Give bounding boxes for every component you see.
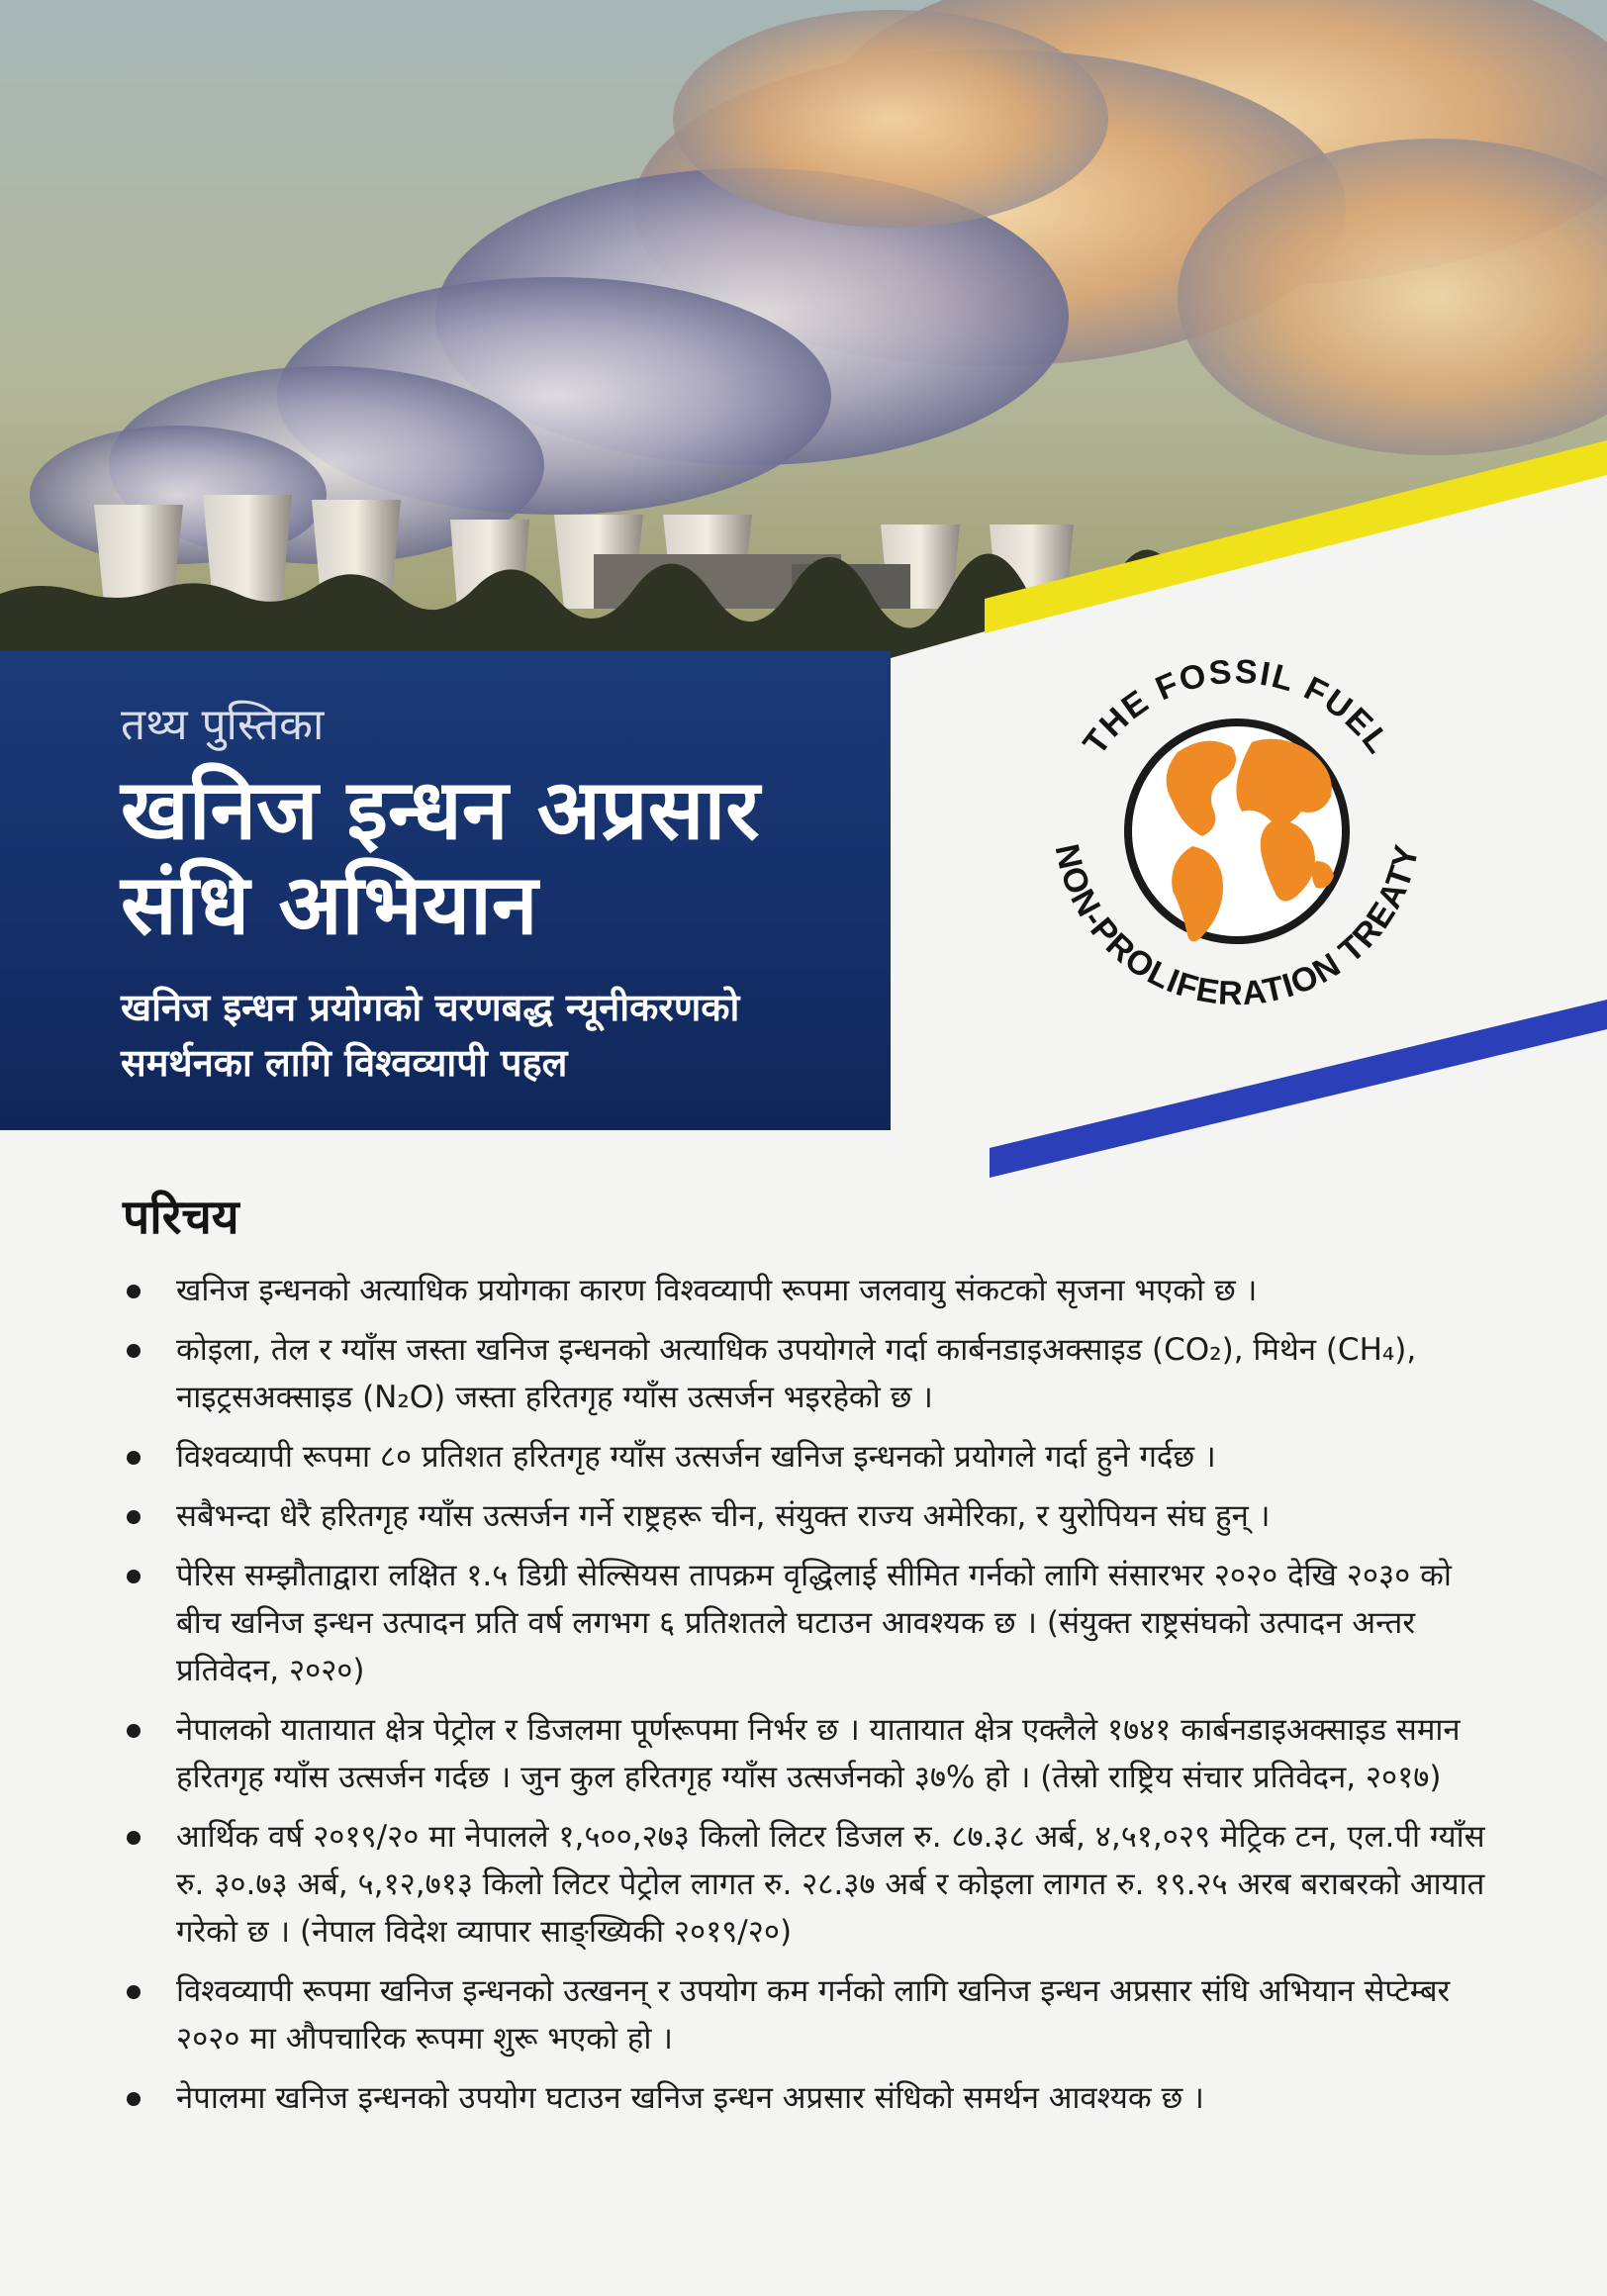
bullet-icon [127, 1285, 141, 1298]
subtitle-line-1: खनिज इन्धन प्रयोगको चरणबद्ध न्यूनीकरणको [121, 986, 740, 1029]
bullet-icon [127, 1510, 141, 1524]
booklet-kicker: तथ्य पुस्तिका [121, 700, 325, 750]
bullet-text: सबैभन्दा धेरै हरितगृह ग्याँस उत्सर्जन गर्ने राष्ट्रहरू चीन, संयुक्त राज्य अमेरिका, र युरोपियन संघ हुन् । [176, 1498, 1271, 1534]
intro-heading: परिचय [123, 1190, 239, 1245]
list-item [123, 1326, 1488, 1421]
bullet-text: विश्वव्यापी रूपमा खनिज इन्धनको उत्खनन् र उपयोग कम गर्नको लागि खनिज इन्धन अप्रसार संधि अभियान सेप्टेम्बर २०२० मा औपचारिक रूपमा शुरू भएको हो । [176, 1973, 1451, 2057]
list-item [123, 1813, 1488, 1956]
bullet-text: आर्थिक वर्ष २०१९/२० मा नेपालले १,५००,२७३ किलो लिटर डिजल रु. ८७.३८ अर्ब, ४,५१,०२९ मेट्रिक टन, एल.पी ग्याँस रु. ३०.७३ अर्ब, ५,१२,७१३ किलो लिटर पेट्रोल लागत रु. २८.३७ अर्ब र कोइला लागत रु. १९.२५ अरब बराबरको आयात गरेको छ । (नेपाल विदेश व्यापार साङ्ख्यिकी २०१९/२०) [176, 1819, 1485, 1950]
bullet-icon [127, 1570, 141, 1583]
logo-bottom-text: NON-PROLIFERATION TREATY [1047, 840, 1427, 1013]
bullet-text: पेरिस सम्झौताद्वारा लक्षित १.५ डिग्री सेल्सियस तापक्रम वृद्धिलाई सीमित गर्नको लागि संसारभर २०२० देखि २०३० को बीच खनिज इन्धन उत्पादन प्रति वर्ष लगभग ६ प्रतिशतले घटाउन आवश्यक छ । (संयुक्त राष्ट्रसंघको उत्पादन अन्तर प्रतिवेदन, २०२०) [176, 1558, 1452, 1688]
list-item [123, 1267, 1488, 1314]
treaty-logo [1029, 633, 1445, 1029]
bullet-icon [127, 1451, 141, 1465]
subtitle-line-2: समर्थनका लागि विश्वव्यापी पहल [121, 1041, 568, 1085]
page-subtitle [121, 980, 873, 1091]
bullet-icon [127, 2092, 141, 2106]
title-line-1: खनिज इन्धन अप्रसार [121, 761, 760, 858]
list-item [123, 1492, 1488, 1540]
list-item [123, 1706, 1488, 1801]
globe-icon [1128, 722, 1346, 941]
bullet-icon [127, 1831, 141, 1845]
bullet-text: नेपालको यातायात क्षेत्र पेट्रोल र डिजलमा पूर्णरूपमा निर्भर छ । यातायात क्षेत्र एक्लैले १७४१ कार्बनडाइअक्साइड समान हरितगृह ग्याँस उत्सर्जन गर्दछ । जुन कुल हरितगृह ग्याँस उत्सर्जनको ३७% हो । (तेस्रो राष्ट्रिय संचार प्रतिवेदन, २०१७) [176, 1712, 1461, 1795]
bullet-text: खनिज इन्धनको अत्याधिक प्रयोगका कारण विश्वव्यापी रूपमा जलवायु संकटको सृजना भएको छ । [176, 1273, 1258, 1308]
list-item [123, 2074, 1488, 2122]
logo-top-text: THE FOSSIL FUEL [1076, 652, 1398, 762]
page-title [121, 762, 883, 952]
bullet-icon [127, 1985, 141, 1999]
intro-bullet-list [123, 1267, 1488, 2134]
title-line-2: संधि अभियान [121, 856, 538, 953]
bullet-icon [127, 1724, 141, 1738]
bullet-icon [127, 1344, 141, 1358]
bullet-text: विश्वव्यापी रूपमा ८० प्रतिशत हरितगृह ग्याँस उत्सर्जन खनिज इन्धनको प्रयोगले गर्दा हुने गर्दछ । [176, 1439, 1216, 1475]
list-item [123, 1552, 1488, 1694]
list-item [123, 1433, 1488, 1481]
bullet-text: नेपालमा खनिज इन्धनको उपयोग घटाउन खनिज इन्धन अप्रसार संधिको समर्थन आवश्यक छ । [176, 2080, 1204, 2116]
bullet-text: कोइला, तेल र ग्याँस जस्ता खनिज इन्धनको अत्याधिक उपयोगले गर्दा कार्बनडाइअक्साइड (CO₂), मिथेन (CH₄), नाइट्रसअक्साइड (N₂O) जस्ता हरितगृह ग्याँस उत्सर्जन भइरहेको छ । [176, 1332, 1417, 1415]
list-item [123, 1967, 1488, 2062]
